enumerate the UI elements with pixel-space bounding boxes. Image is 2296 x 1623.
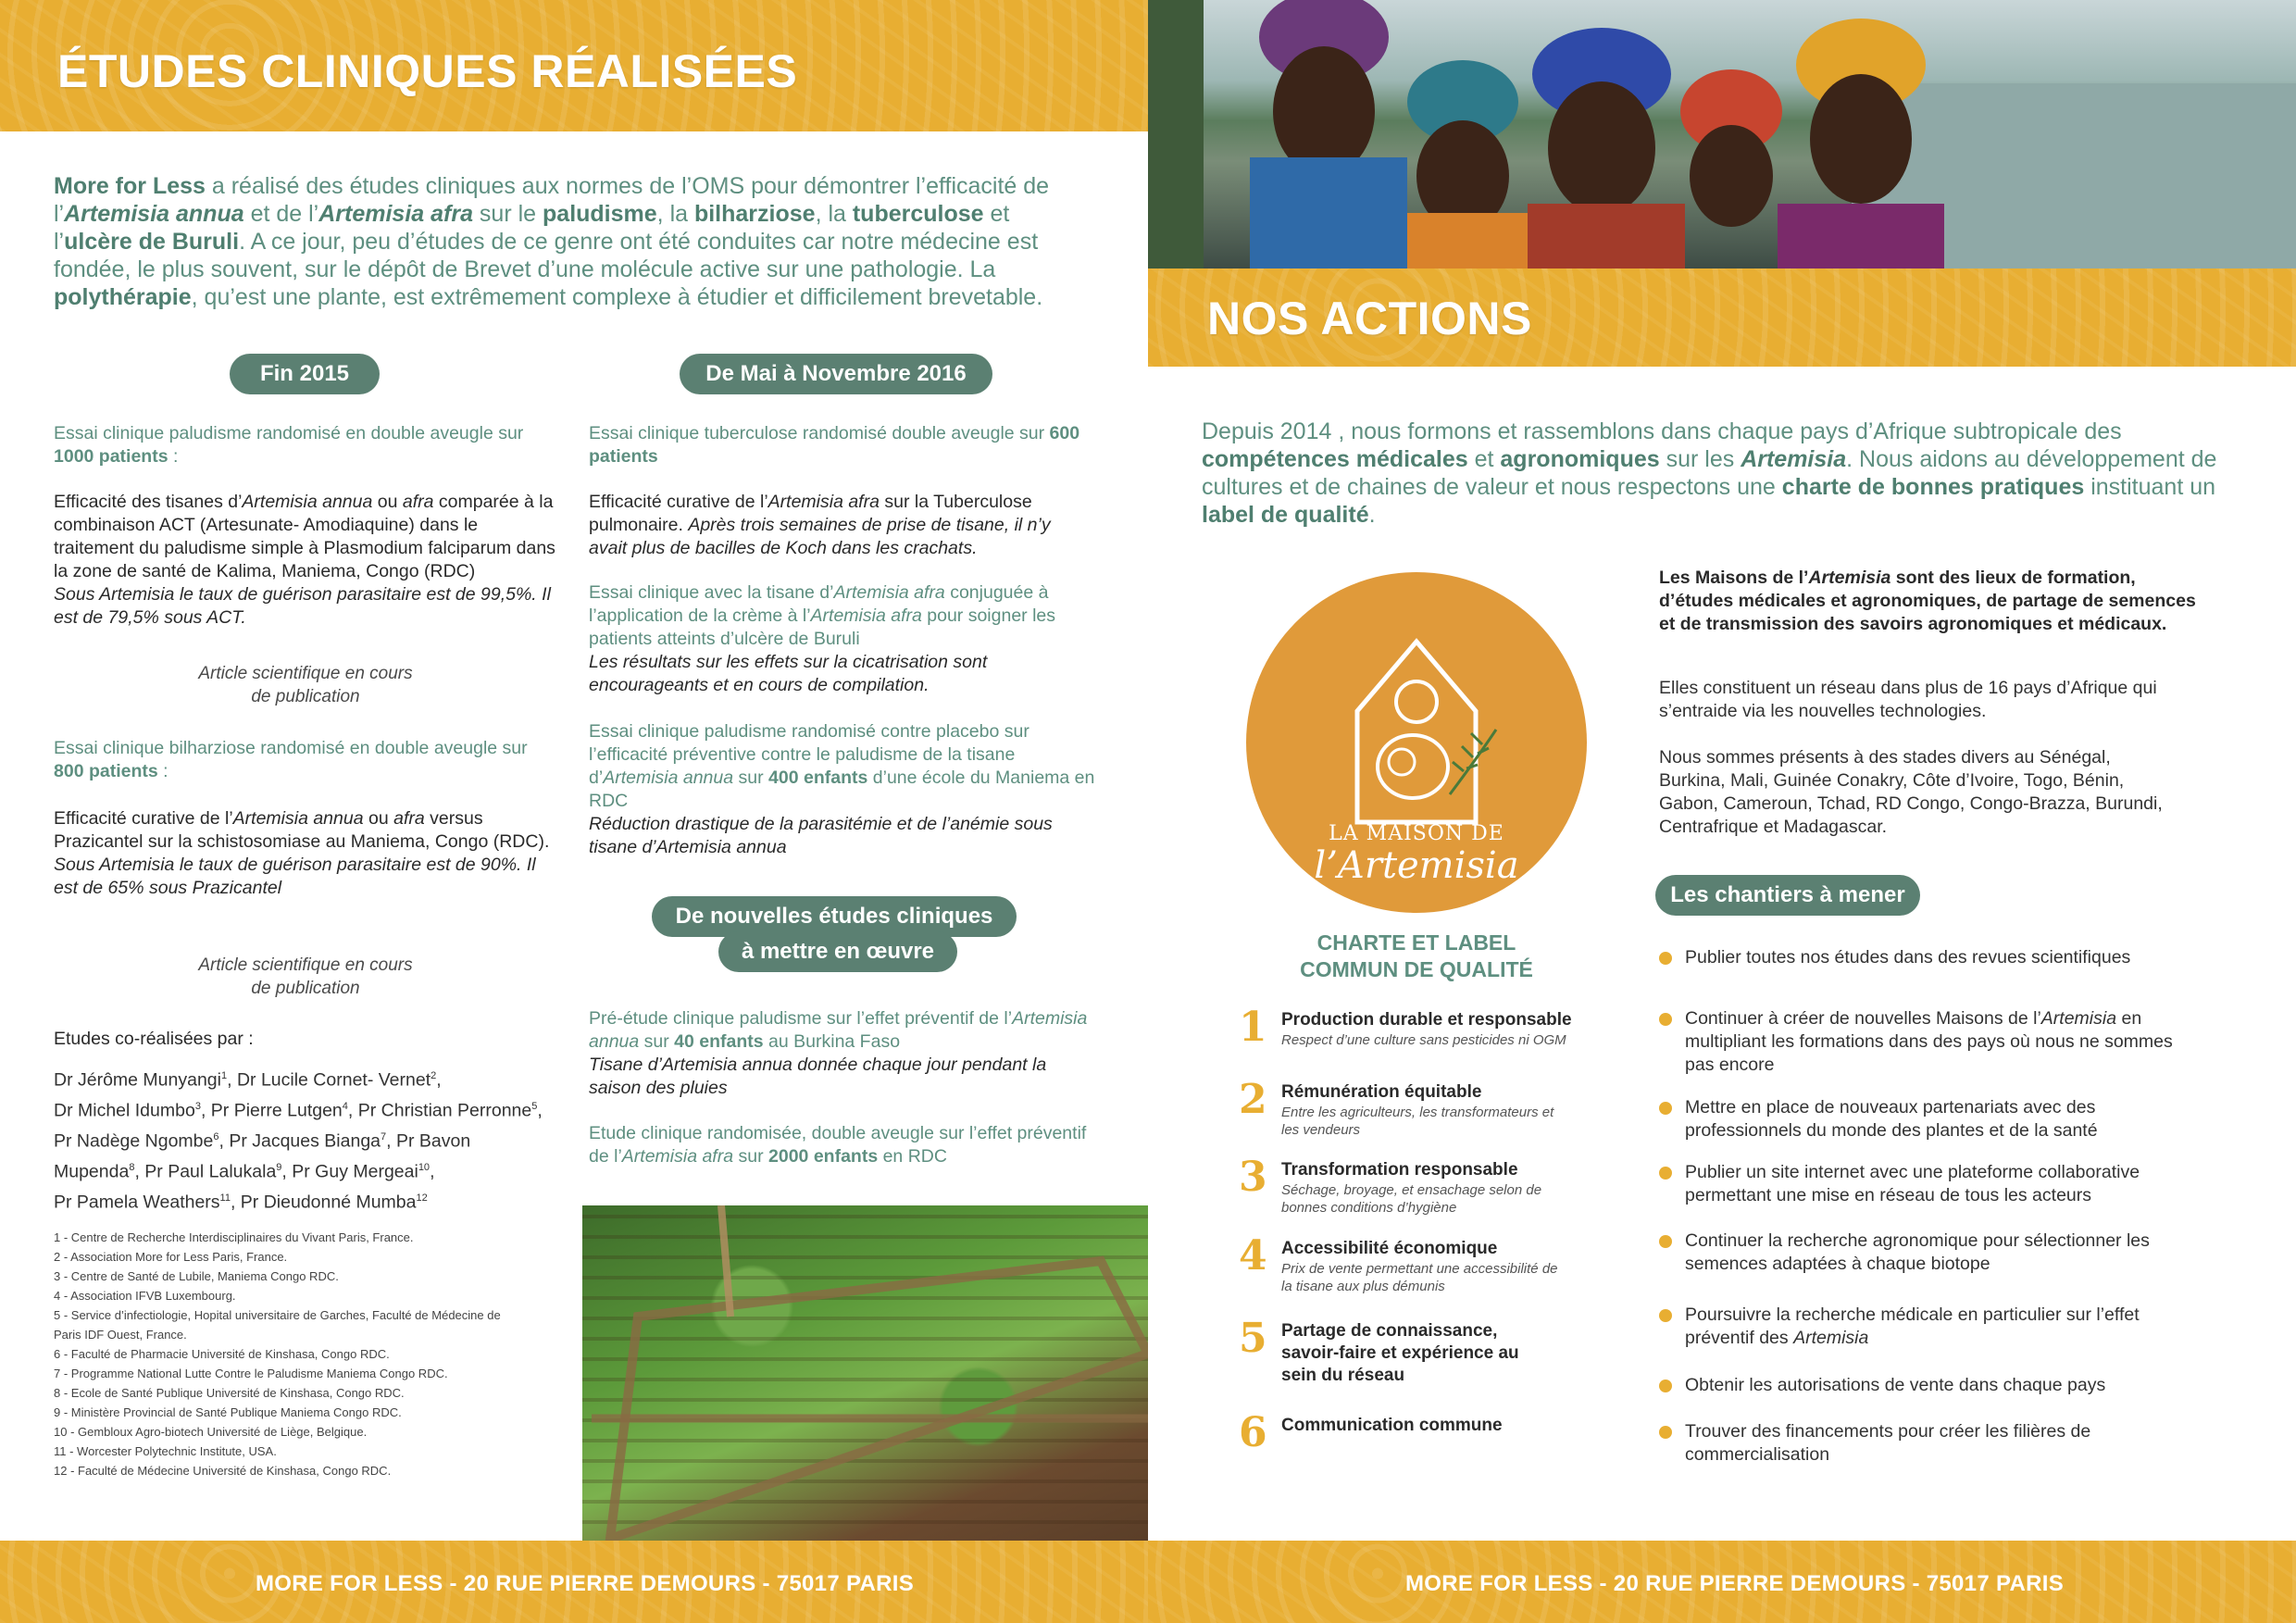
efficacy-bilharziose: Efficacité curative de l’Artemisia annua ou afra versus Prazicantel sur la schistosomiase au Maniema, Congo (RDC). Sous Artemisia le taux de guérison parasitaire est de 90%. Il est de 65% sous Prazicantel <box>54 808 550 898</box>
chantier-item: Publier un site internet avec une plateforme collaborative permettant une mise en réseau de tous les acteurs <box>1659 1161 2224 1207</box>
left-footer-address: MORE FOR LESS - 20 RUE PIERRE DEMOURS - 75017 PARIS <box>256 1571 915 1596</box>
charte-number: 5 <box>1239 1315 1267 1362</box>
left-page-title: ÉTUDES CLINIQUES RÉALISÉES <box>57 45 798 97</box>
trial-tuberculose-600: Essai clinique tuberculose randomisé double aveugle sur 600 patients <box>589 423 1080 467</box>
pill-mai-novembre-2016: De Mai à Novembre 2016 <box>680 354 992 394</box>
bullet-dot <box>1659 1013 1672 1026</box>
chantier-item: Continuer la recherche agronomique pour sélectionner les semences adaptées à chaque biotope <box>1659 1230 2224 1276</box>
artemisia-seedbed-photo <box>582 1205 1148 1541</box>
logo-line-1: LA MAISON DE <box>1329 822 1504 845</box>
pill-nouvelles-etudes-l2: à mettre en œuvre <box>718 931 957 972</box>
trial-ulcere-buruli: Essai clinique avec la tisane d’Artemisia afra conjuguée à l’application de la crème à l’Artemisia afra pour soigner les patients atteints d’ulcère de Buruli Les résultats sur les effets sur la cicatrisation sont encourageants et en cours de compilation. <box>589 582 1056 695</box>
trial-bilharziose-800: Essai clinique bilharziose randomisé en double aveugle sur 800 patients : <box>54 738 528 781</box>
footnotes <box>54 1228 572 1480</box>
pill-nouvelles-etudes-l1: De nouvelles études cliniques <box>652 896 1017 937</box>
pill-chantiers: Les chantiers à mener <box>1655 875 1920 916</box>
chantier-item: Publier toutes nos études dans des revues scientifiques <box>1659 946 2224 969</box>
footnote: 5 - Service d’infectiologie, Hopital universitaire de Garches, Faculté de Médecine de <box>54 1308 501 1322</box>
charte-number: 4 <box>1239 1232 1267 1280</box>
footnote: 12 - Faculté de Médecine Université de Kinshasa, Congo RDC. <box>54 1464 392 1478</box>
bullet-dot <box>1659 952 1672 965</box>
footnote: 4 - Association IFVB Luxembourg. <box>54 1289 236 1303</box>
bullet-dot <box>1659 1235 1672 1248</box>
etude-2000-enfants: Etude clinique randomisée, double aveugle sur l’effet préventif de l’Artemisia afra sur 2000 enfants en RDC <box>589 1123 1087 1167</box>
footnote: 7 - Programme National Lutte Contre le Paludisme Maniema Congo RDC. <box>54 1367 448 1380</box>
efficacy-paludisme: Efficacité des tisanes d’Artemisia annua ou afra comparée à la combinaison ACT (Artesunate- Amodiaquine) dans le traitement du paludisme simple à Plasmodium falciparum dans la zone de santé de Kalima, Maniema, Congo (RDC) Sous Artemisia le taux de guérison parasitaire est de 99,5%. Il est de 79,5% sous ACT. <box>54 492 555 628</box>
maisons-description: Les Maisons de l’Artemisia sont des lieux de formation, d’études médicales et agronomiques, de partage de semences et de transmission des savoirs agronomiques et médicaux. <box>1659 568 2196 634</box>
trial-paludisme-1000: Essai clinique paludisme randomisé en double aveugle sur 1000 patients : <box>54 423 524 467</box>
footnote: 8 - Ecole de Santé Publique Université de Kinshasa, Congo RDC. <box>54 1386 405 1400</box>
charte-item: 1 Production durable et responsable Respect d’une culture sans pesticides ni OGM <box>1239 1004 1572 1051</box>
bullet-dot <box>1659 1102 1672 1115</box>
right-page-title: NOS ACTIONS <box>1207 293 1532 344</box>
footnote: 10 - Gembloux Agro-biotech Université de Liège, Belgique. <box>54 1425 368 1439</box>
bullet-dot <box>1659 1167 1672 1180</box>
charte-number: 2 <box>1239 1076 1267 1123</box>
pill-fin-2015: Fin 2015 <box>230 354 380 394</box>
footnote: 6 - Faculté de Pharmacie Université de Kinshasa, Congo RDC. <box>54 1347 390 1361</box>
charte-number: 3 <box>1239 1154 1267 1201</box>
charte-item: 5 Partage de connaissance, savoir-faire et expérience au sein du réseau <box>1239 1315 1519 1385</box>
right-intro-paragraph: Depuis 2014 , nous formons et rassemblons dans chaque pays d’Afrique subtropicale des compétences médicales et agronomiques sur les Artemisia. Nous aidons au développement de cultures et de chaines de valeur et nous respectons une charte de bonnes pratiques instituant un label de qualité. <box>1202 418 2217 528</box>
bullet-dot <box>1659 1426 1672 1439</box>
charte-item: 4 Accessibilité économique Prix de vente permettant une accessibilité de la tisane aux plus démunis <box>1239 1232 1558 1294</box>
right-footer-address: MORE FOR LESS - 20 RUE PIERRE DEMOURS - 75017 PARIS <box>1405 1571 2065 1596</box>
footnote: 1 - Centre de Recherche Interdisciplinaires du Vivant Paris, France. <box>54 1230 414 1244</box>
children-photo <box>1148 0 2296 268</box>
footnote: Paris IDF Ouest, France. <box>54 1328 187 1342</box>
bullet-dot <box>1659 1309 1672 1322</box>
chantier-item: Mettre en place de nouveaux partenariats avec des professionnels du monde des plantes et de la santé <box>1659 1096 2224 1142</box>
charte-number: 1 <box>1239 1004 1267 1051</box>
footnote: 2 - Association More for Less Paris, France. <box>54 1250 288 1264</box>
chantier-item: Poursuivre la recherche médicale en particulier sur l’effet préventif des Artemisia <box>1659 1304 2224 1350</box>
pre-etude-burkina: Pré-étude clinique paludisme sur l’effet préventif de l’Artemisia annua sur 40 enfants au Burkina Faso Tisane d’Artemisia annua donnée chaque jour pendant la saison des pluies <box>589 1008 1088 1098</box>
maison-artemisia-logo <box>1246 572 1587 913</box>
children-photo-drawing <box>1148 0 2296 268</box>
article-status-2: Article scientifique en cours de publication <box>198 955 413 998</box>
bullet-dot <box>1659 1380 1672 1392</box>
charte-heading: CHARTE ET LABEL COMMUN DE QUALITÉ <box>1300 930 1533 981</box>
footnote: 3 - Centre de Santé de Lubile, Maniema Congo RDC. <box>54 1269 339 1283</box>
trial-paludisme-placebo: Essai clinique paludisme randomisé contre placebo sur l’efficacité préventive contre le paludisme de la tisane d’Artemisia annua sur 400 enfants d’une école du Maniema en RDC Réduction drastique de la parasitémie et de l’anémie sous tisane d’Artemisia annua <box>589 721 1095 857</box>
chantier-item: Trouver des financements pour créer les filières de commercialisation <box>1659 1420 2224 1467</box>
left-intro-paragraph: More for Less a réalisé des études cliniques aux normes de l’OMS pour démontrer l’efficacité de l’Artemisia annua et de l’Artemisia afra sur le paludisme, la bilharziose, la tuberculose et l’ulcère de Buruli. A ce jour, peu d’études de ce genre ont été conduites car notre médecine est fondée, le plus souvent, sur le dépôt de Brevet d’une molécule active sur une pathologie. La polythérapie, qu’est une plante, est extrêmement complexe à étudier et difficilement brevetable. <box>54 173 1050 310</box>
charte-number: 6 <box>1239 1409 1267 1456</box>
reseau-paragraph: Elles constituent un réseau dans plus de 16 pays d’Afrique qui s’entraide via les nouvelles technologies. <box>1659 678 2157 721</box>
brand-name: More for Less <box>54 173 206 199</box>
presence-paragraph: Nous sommes présents à des stades divers au Sénégal, Burkina, Mali, Guinée Conakry, Côte d’Ivoire, Togo, Bénin, Gabon, Cameroun, Tchad, RD Congo, Congo-Brazza, Burundi, Centrafrique et Madagascar. <box>1659 747 2163 837</box>
footnote: 9 - Ministère Provincial de Santé Publique Maniema Congo RDC. <box>54 1405 402 1419</box>
seedbed-frame-drawing <box>582 1205 1148 1541</box>
article-status-1: Article scientifique en cours de publication <box>198 664 413 706</box>
coauthors-label: Etudes co-réalisées par : <box>54 1029 254 1049</box>
charte-item: 3 Transformation responsable Séchage, broyage, et ensachage selon de bonnes conditions d’hygiène <box>1239 1154 1542 1216</box>
footnote: 11 - Worcester Polytechnic Institute, USA. <box>54 1444 277 1458</box>
efficacy-tuberculose: Efficacité curative de l’Artemisia afra sur la Tuberculose pulmonaire. Après trois semaines de prise de tisane, il n’y avait plus de bacilles de Koch dans les crachats. <box>589 492 1051 558</box>
chantier-item: Obtenir les autorisations de vente dans chaque pays <box>1659 1374 2224 1397</box>
logo-line-2: l’Artemisia <box>1314 844 1519 887</box>
charte-item: 2 Rémunération équitable Entre les agriculteurs, les transformateurs et les vendeurs <box>1239 1076 1554 1138</box>
chantier-item: Continuer à créer de nouvelles Maisons de l’Artemisia en multipliant les formations dans des pays où nous ne sommes pas encore <box>1659 1007 2224 1077</box>
charte-item: 6 Communication commune <box>1239 1409 1503 1456</box>
coauthors-list: Dr Jérôme Munyangi$^1$, Dr Lucile Cornet- Vernet$^2$, Dr Michel Idumbo$^3$, Pr Pierre Lutgen$^4$, Pr Christian Perronne$^5$, Pr Nadège Ngombe$^6$, Pr Jacques Bianga$^7$, Pr Bavon Mupenda$^8$, Pr Paul Lalukala$^9$, Pr Guy Mergeai$^{10}$, Pr Pamela Weathers$^{11}$, Pr Dieudonné Mumba$^{12}$ <box>54 1069 543 1213</box>
